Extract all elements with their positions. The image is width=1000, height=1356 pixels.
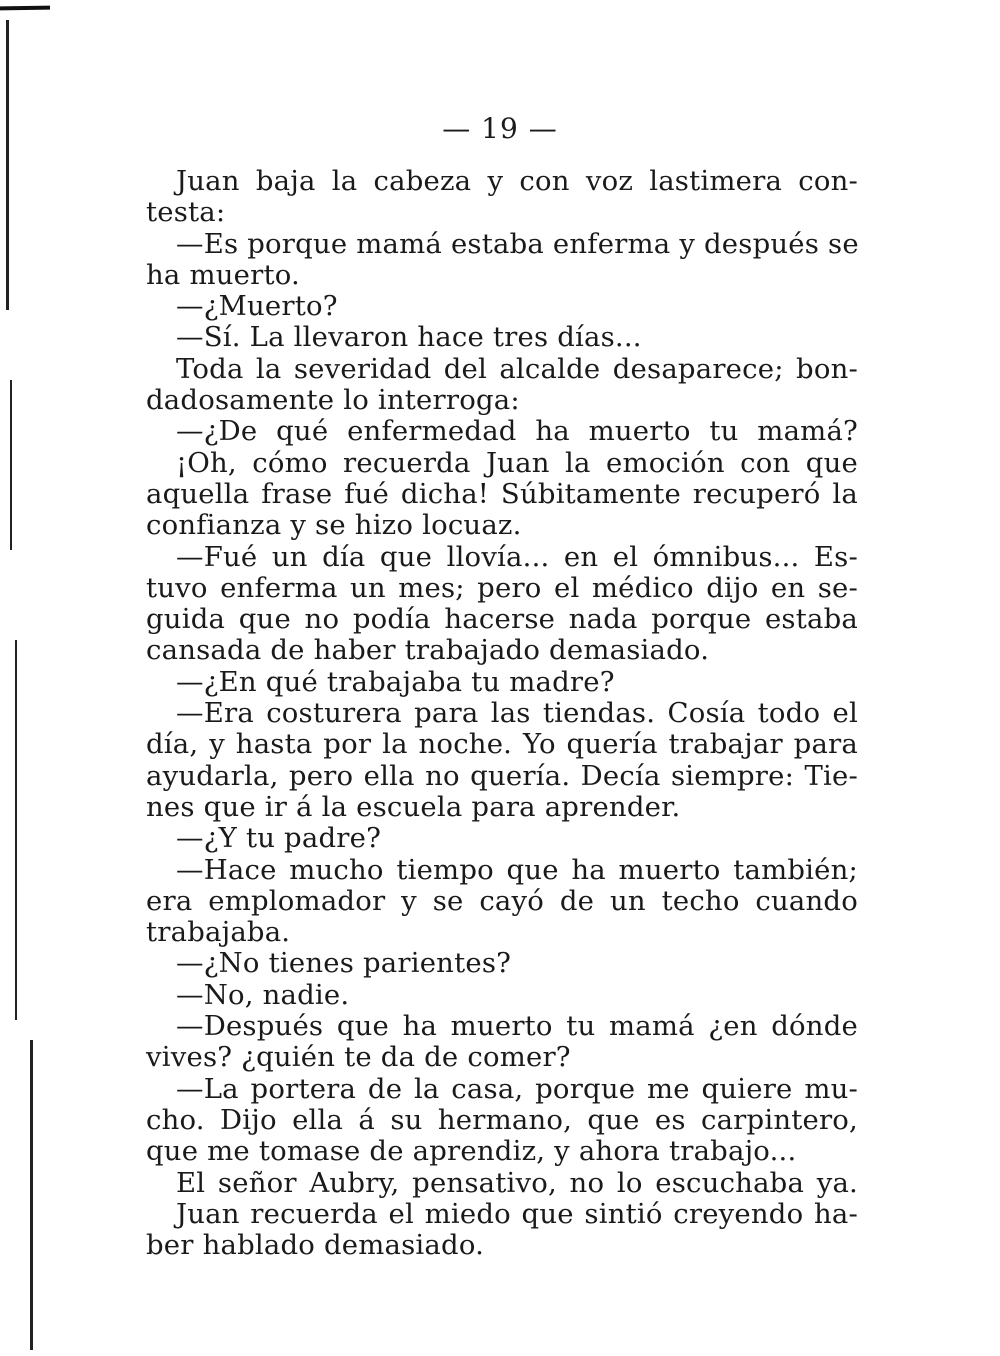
scan-edge-line xyxy=(30,1040,33,1350)
text-line: ber hablado demasiado. xyxy=(146,1229,485,1262)
text-line: día, y hasta por la noche. Yo quería trabajar para xyxy=(146,728,858,761)
text-line: Juan recuerda el miedo que sintió creyendo ha- xyxy=(176,1197,858,1230)
text-line: —¿Y tu padre? xyxy=(176,822,382,855)
text-line: nes que ir á la escuela para aprender. xyxy=(146,790,681,823)
scan-edge-line xyxy=(15,640,17,1020)
text-line: —No, nadie. xyxy=(176,978,350,1011)
scan-edge-line xyxy=(6,20,9,310)
text-line: aquella frase fué dicha! Súbitamente recuperó la xyxy=(146,477,858,510)
text-line: trabajaba. xyxy=(146,916,291,949)
text-line: El señor Aubry, pensativo, no lo escuchaba ya. xyxy=(176,1166,858,1199)
text-line: ¡Oh, cómo recuerda Juan la emoción con que xyxy=(176,446,858,479)
text-line: —Es porque mamá estaba enferma y después se xyxy=(176,227,859,260)
text-line: —¿En qué trabajaba tu madre? xyxy=(176,665,615,698)
text-line: —La portera de la casa, porque me quiere mu- xyxy=(176,1072,858,1105)
text-line: tuvo enferma un mes; pero el médico dijo en se- xyxy=(146,571,858,604)
text-line: —¿De qué enfermedad ha muerto tu mamá? xyxy=(176,415,858,448)
text-line: —Fué un día que llovía... en el ómnibus... Es- xyxy=(176,540,858,573)
text-line: guida que no podía hacerse nada porque estaba xyxy=(146,603,858,636)
text-line: vives? ¿quién te da de comer? xyxy=(146,1041,571,1074)
text-line: —Hace mucho tiempo que ha muerto también; xyxy=(176,853,858,886)
text-line: que me tomase de aprendiz, y ahora trabajo... xyxy=(146,1135,797,1168)
scan-edge-mark xyxy=(0,6,50,11)
body-text xyxy=(146,166,858,1261)
scan-edge-line xyxy=(10,380,12,550)
text-line: Juan baja la cabeza y con voz lastimera con- xyxy=(176,165,858,197)
text-line: ha muerto. xyxy=(146,258,300,291)
text-line: cansada de haber trabajado demasiado. xyxy=(146,634,710,667)
text-line: —Después que ha muerto tu mamá ¿en dónde xyxy=(176,1010,858,1043)
text-line: —¿No tienes parientes? xyxy=(176,947,512,980)
text-line: —Sí. La llevaron hace tres días... xyxy=(176,321,642,354)
text-line: cho. Dijo ella á su hermano, que es carpintero, xyxy=(146,1103,858,1136)
page-number: — 19 — xyxy=(442,112,558,145)
text-line: Toda la severidad del alcalde desaparece; bon- xyxy=(176,352,858,385)
text-line: ayudarla, pero ella no quería. Decía siempre: Tie- xyxy=(146,759,858,792)
text-line: —¿Muerto? xyxy=(176,290,338,323)
text-line: confianza y se hizo locuaz. xyxy=(146,509,522,542)
text-line: —Era costurera para las tiendas. Cosía todo el xyxy=(176,697,858,730)
text-line: testa: xyxy=(146,196,226,229)
text-line: era emplomador y se cayó de un techo cuando xyxy=(146,884,858,917)
text-line: dadosamente lo interroga: xyxy=(146,384,520,417)
